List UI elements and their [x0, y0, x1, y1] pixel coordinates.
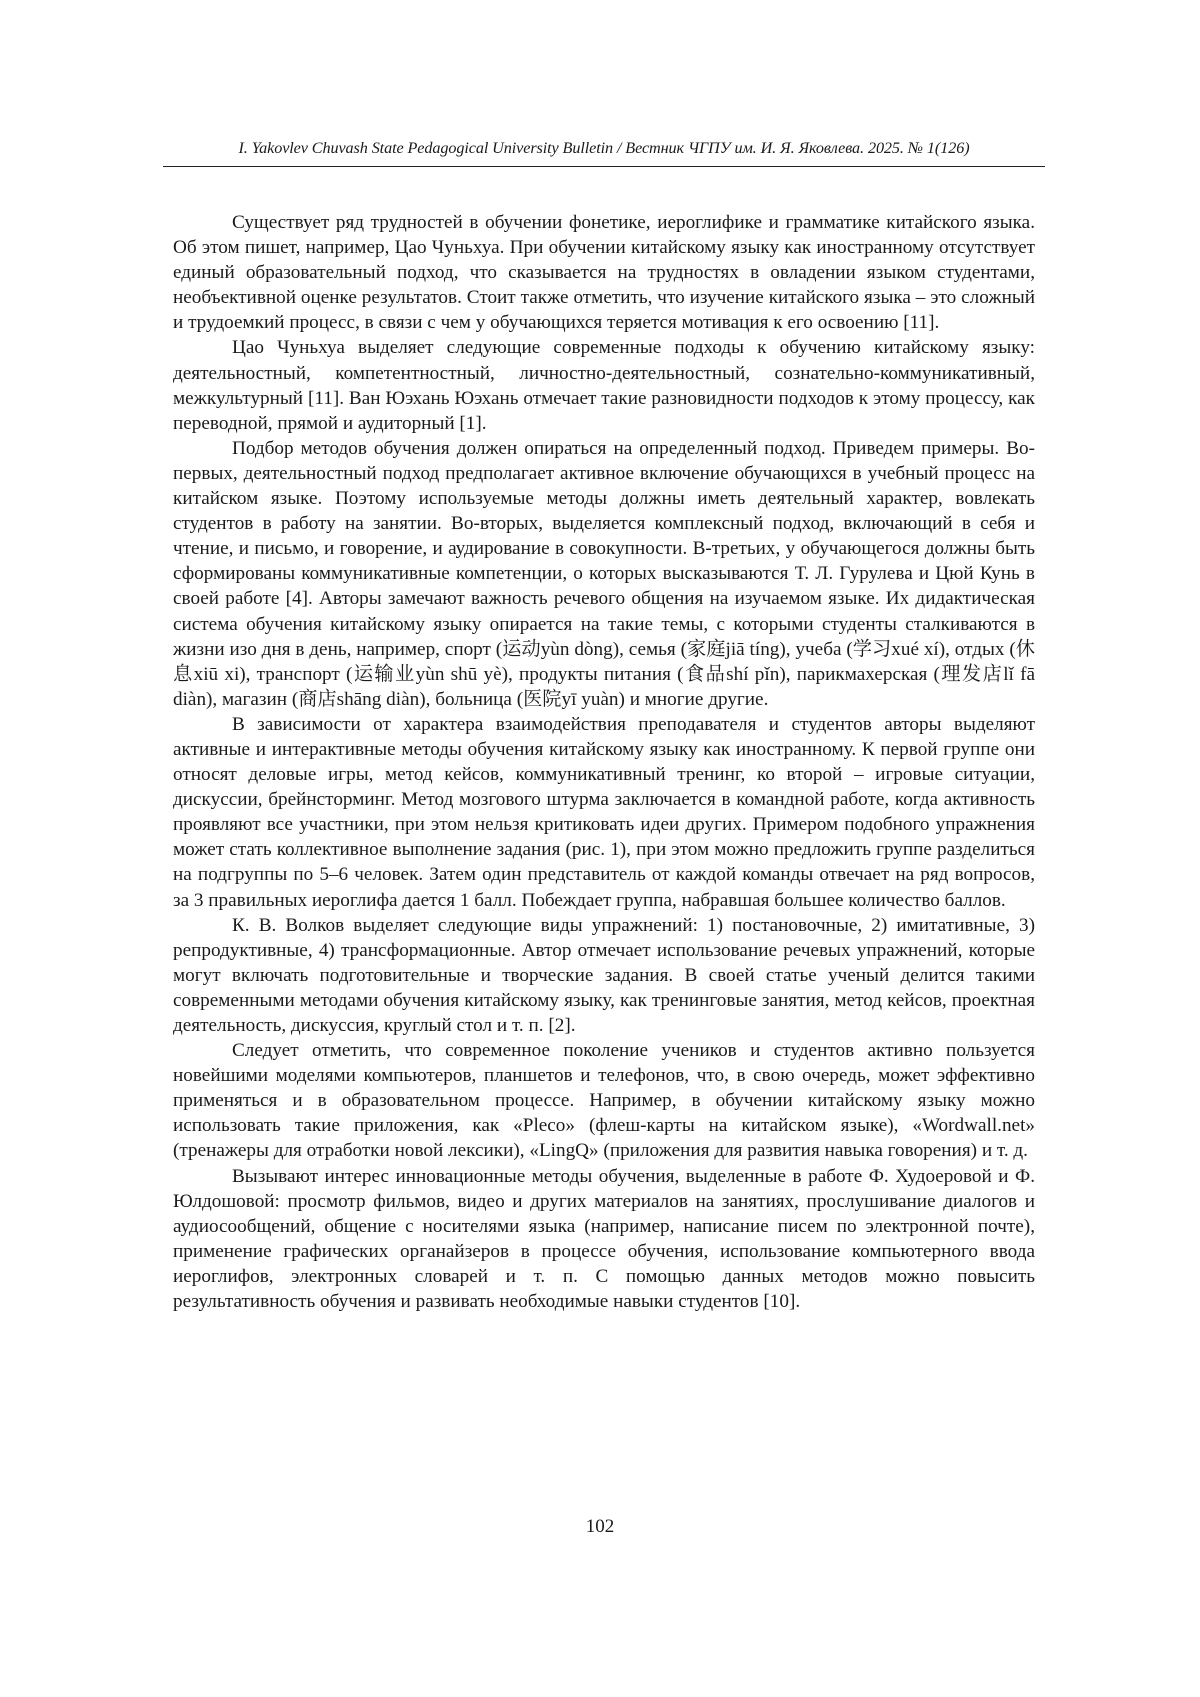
running-header: I. Yakovlev Chuvash State Pedagogical University Bulletin / Вестник ЧГПУ им. И. Я. Яковлева. 2025. № 1(126): [238, 139, 970, 157]
paragraph-1: Существует ряд трудностей в обучении фонетике, иероглифике и грамматике китайского языка. Об этом пишет, например, Цао Чуньхуа. При обучении китайскому языку как иностранному отсутствует единый образовательный подход, что сказывается на трудностях в овладении языком студентами, необъективной оценке результатов. Стоит также отметить, что изучение китайского языка – это сложный и трудоемкий процесс, в связи с чем у обучающихся теряется мотивация к его освоению [11].: [173, 212, 1035, 334]
header-rule: [163, 166, 1045, 167]
paragraph-2: Цао Чуньхуа выделяет следующие современные подходы к обучению китайскому языку: деятельностный, компетентностный, личностно-деятельностный, сознательно-коммуникативный, межкультурный [11]. Ван Юэхань Юэхань отмечает такие разновидности подходов к этому процессу, как переводной, прямой и аудиторный [1].: [173, 337, 1035, 434]
article-body: [173, 210, 1035, 1314]
paragraph-6: Следует отметить, что современное поколение учеников и студентов активно пользуется новейшими моделями компьютеров, планшетов и телефонов, что, в свою очередь, может эффективно применяться и в образовательном процессе. Например, в обучении китайскому языку можно использовать такие приложения, как «Pleco» (флеш-карты на китайском языке), «Wordwall.net» (тренажеры для отработки новой лексики), «LingQ» (приложения для развития навыка говорения) и т. д.: [173, 1040, 1035, 1162]
paragraph-3: Подбор методов обучения должен опираться на определенный подход. Приведем примеры. Во-первых, деятельностный подход предполагает активное включение обучающихся в учебный процесс на китайском языке. Поэтому используемые методы должны иметь деятельный характер, вовлекать студентов в работу на занятии. Во-вторых, выделяется комплексный подход, включающий в себя и чтение, и письмо, и говорение, и аудирование в совокупности. В-третьих, у обучающегося должны быть сформированы коммуникативные компетенции, о которых высказываются Т. Л. Гурулева и Цюй Кунь в своей работе [4]. Авторы замечают важность речевого общения на изучаемом языке. Их дидактическая система обучения китайскому языку опирается на такие темы, с которыми студенты сталкиваются в жизни изо дня в день, например, спорт (运动yùn dòng), семья (家庭jiā tíng), учеба (学习xué xí), отдых (休息xiū xi), транспорт (运输业yùn shū yè), продукты питания (食品shí pǐn), парикмахерская (理发店lǐ fā diàn), магазин (商店shāng diàn), больница (医院yī yuàn) и многие другие.: [173, 437, 1035, 710]
paragraph-5: К. В. Волков выделяет следующие виды упражнений: 1) постановочные, 2) имитативные, 3) репродуктивные, 4) трансформационные. Автор отмечает использование речевых упражнений, которые могут включать подготовительные и творческие задания. В своей статье ученый делится такими современными методами обучения китайскому языку, как тренинговые занятия, метод кейсов, проектная деятельность, дискуссия, круглый стол и т. п. [2].: [173, 914, 1035, 1036]
page-number: 102: [585, 1516, 615, 1537]
paragraph-4: В зависимости от характера взаимодействия преподавателя и студентов авторы выделяют активные и интерактивные методы обучения китайскому языку как иностранному. К первой группе они относят деловые игры, метод кейсов, коммуникативный тренинг, ко второй – игровые ситуации, дискуссии, брейнсторминг. Метод мозгового штурма заключается в командной работе, когда активность проявляют все участники, при этом нельзя критиковать идеи других. Примером подобного упражнения может стать коллективное выполнение задания (рис. 1), при этом можно предложить группе разделиться на подгруппы по 5–6 человек. Затем один представитель от каждой команды отвечает на ряд вопросов, за 3 правильных иероглифа дается 1 балл. Побеждает группа, набравшая большее количество баллов.: [173, 713, 1035, 911]
paragraph-7: Вызывают интерес инновационные методы обучения, выделенные в работе Ф. Худоеровой и Ф. Юлдошовой: просмотр фильмов, видео и других материалов на занятиях, прослушивание диалогов и аудиосообщений, общение с носителями языка (например, написание писем по электронной почте), применение графических органайзеров в процессе обучения, использование компьютерного ввода иероглифов, электронных словарей и т. п. С помощью данных методов можно повысить результативность обучения и развивать необходимые навыки студентов [10].: [173, 1165, 1035, 1313]
